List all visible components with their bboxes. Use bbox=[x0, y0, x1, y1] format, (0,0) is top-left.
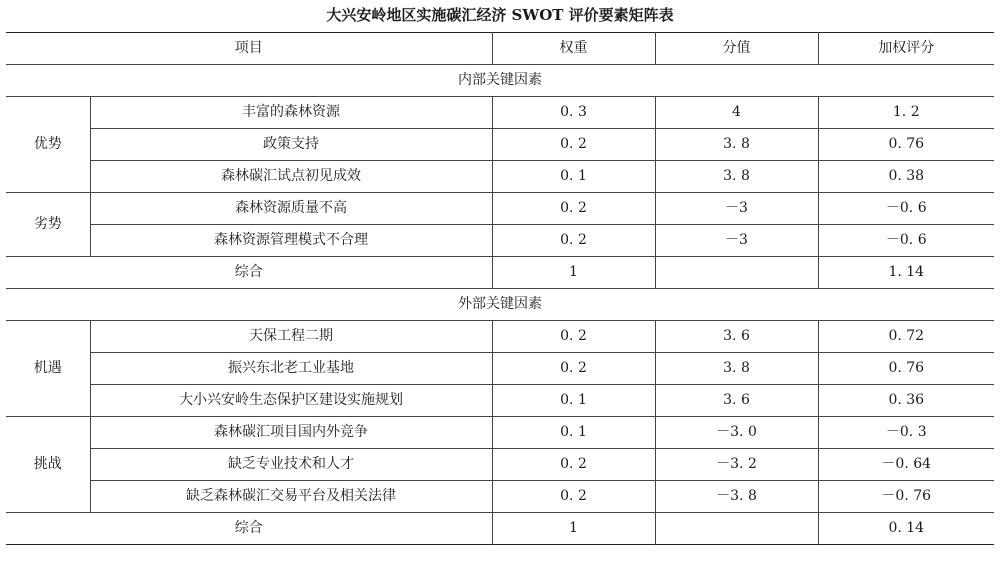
row-weighted: 0. 76 bbox=[888, 136, 925, 152]
row-weight: 0. 1 bbox=[492, 417, 655, 449]
row-weighted: －0. 76 bbox=[881, 488, 932, 504]
total-label: 综合 bbox=[6, 513, 492, 545]
row-score: 3. 6 bbox=[655, 385, 818, 417]
row-weighted: 0. 72 bbox=[888, 328, 925, 344]
row-weighted: －0. 3 bbox=[885, 424, 927, 440]
table-row bbox=[6, 193, 994, 225]
swot-matrix-table bbox=[6, 32, 994, 545]
total-weighted: 1. 14 bbox=[888, 264, 925, 280]
header-row bbox=[6, 33, 994, 65]
total-weighted: 0. 14 bbox=[888, 520, 925, 536]
table-row bbox=[6, 97, 994, 129]
row-weight: 0. 1 bbox=[492, 385, 655, 417]
row-score: －3. 0 bbox=[655, 417, 818, 449]
row-weighted: 0. 36 bbox=[888, 392, 925, 408]
row-item: 大小兴安岭生态保护区建设实施规划 bbox=[90, 385, 492, 417]
row-score: 3. 6 bbox=[655, 321, 818, 353]
row-score: －3 bbox=[655, 225, 818, 257]
row-item: 森林碳汇试点初见成效 bbox=[90, 161, 492, 193]
section-label: 外部关键因素 bbox=[458, 296, 542, 312]
section-label: 内部关键因素 bbox=[458, 72, 542, 88]
row-weight: 0. 2 bbox=[492, 353, 655, 385]
row-weighted: －0. 6 bbox=[885, 232, 927, 248]
row-weight: 0. 1 bbox=[492, 161, 655, 193]
row-item: 振兴东北老工业基地 bbox=[90, 353, 492, 385]
row-weight: 0. 2 bbox=[492, 449, 655, 481]
group-label: 机遇 bbox=[6, 321, 90, 417]
row-weighted: －0. 6 bbox=[885, 200, 927, 216]
total-weight: 1 bbox=[492, 513, 655, 545]
section-row-external bbox=[6, 289, 994, 321]
row-weighted: 0. 76 bbox=[888, 360, 925, 376]
row-item: 政策支持 bbox=[90, 129, 492, 161]
row-item: 森林资源质量不高 bbox=[90, 193, 492, 225]
total-row-internal bbox=[6, 257, 994, 289]
row-item: 森林碳汇项目国内外竞争 bbox=[90, 417, 492, 449]
row-item: 森林资源管理模式不合理 bbox=[90, 225, 492, 257]
row-weighted: 0. 38 bbox=[888, 168, 925, 184]
total-score bbox=[655, 513, 818, 545]
table-row bbox=[6, 353, 994, 385]
header-weighted: 加权评分 bbox=[878, 40, 935, 56]
row-score: 3. 8 bbox=[655, 353, 818, 385]
total-score bbox=[655, 257, 818, 289]
row-weighted: 1. 2 bbox=[892, 104, 920, 120]
row-score: －3. 8 bbox=[655, 481, 818, 513]
row-score: 3. 8 bbox=[655, 161, 818, 193]
row-weight: 0. 2 bbox=[492, 193, 655, 225]
header-score: 分值 bbox=[655, 33, 818, 65]
row-weighted: －0. 64 bbox=[881, 456, 932, 472]
table-row bbox=[6, 321, 994, 353]
table-row bbox=[6, 449, 994, 481]
table-row bbox=[6, 385, 994, 417]
table-row bbox=[6, 161, 994, 193]
total-weight: 1 bbox=[492, 257, 655, 289]
group-label: 优势 bbox=[6, 97, 90, 193]
total-row-external bbox=[6, 513, 994, 545]
row-score: －3 bbox=[655, 193, 818, 225]
row-weight: 0. 2 bbox=[492, 481, 655, 513]
section-row-internal bbox=[6, 65, 994, 97]
header-weight: 权重 bbox=[492, 33, 655, 65]
row-weight: 0. 3 bbox=[492, 97, 655, 129]
table-row bbox=[6, 481, 994, 513]
row-item: 缺乏森林碳汇交易平台及相关法律 bbox=[90, 481, 492, 513]
table-row bbox=[6, 417, 994, 449]
table-title: 大兴安岭地区实施碳汇经济 SWOT 评价要素矩阵表 bbox=[326, 6, 674, 24]
group-label: 挑战 bbox=[6, 417, 90, 513]
row-weight: 0. 2 bbox=[492, 225, 655, 257]
row-item: 丰富的森林资源 bbox=[90, 97, 492, 129]
row-score: 3. 8 bbox=[655, 129, 818, 161]
row-weight: 0. 2 bbox=[492, 129, 655, 161]
row-item: 天保工程二期 bbox=[90, 321, 492, 353]
row-score: 4 bbox=[655, 97, 818, 129]
row-score: －3. 2 bbox=[655, 449, 818, 481]
group-label: 劣势 bbox=[6, 193, 90, 257]
total-label: 综合 bbox=[6, 257, 492, 289]
row-weight: 0. 2 bbox=[492, 321, 655, 353]
table-row bbox=[6, 129, 994, 161]
table-row bbox=[6, 225, 994, 257]
row-item: 缺乏专业技术和人才 bbox=[90, 449, 492, 481]
header-item: 项目 bbox=[6, 33, 492, 65]
